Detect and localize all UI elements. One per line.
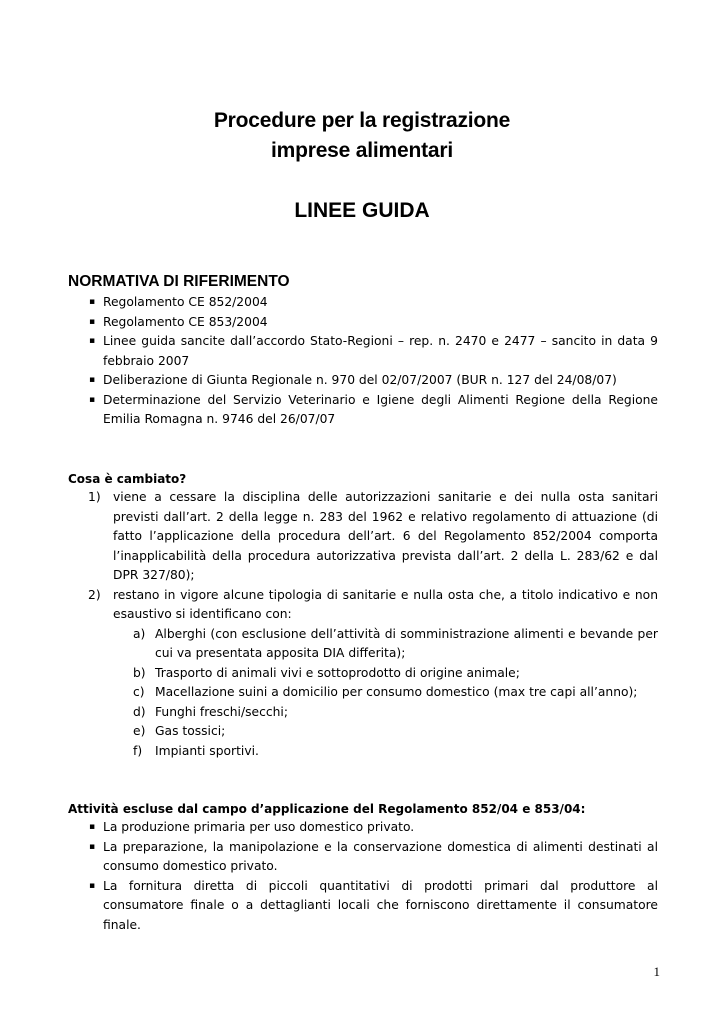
list-item: ▪ Regolamento CE 852/2004 [68, 293, 658, 313]
list-item: ▪ La fornitura diretta di piccoli quantitativi di prodotti primari dal produttore al consumatore finale o a dettaglianti locali che forniscono direttamente il consumatore finale. [89, 878, 658, 932]
list-item: f) Impianti sportivi. [113, 742, 658, 762]
list-item: ▪ Determinazione del Servizio Veterinario e Igiene degli Alimenti Regione della Regione Emilia Romagna n. 9746 del 26/07/07 [89, 392, 658, 426]
list-item: ▪ Linee guida sancite dall’accordo Stato-Regioni – rep. n. 2470 e 2477 – sancito in data 9 febbraio 2007 [89, 334, 658, 368]
cambiato-list [68, 488, 658, 761]
bullet-icon: ▪ [89, 297, 96, 307]
title-line-1: Procedure per la registrazione [213, 109, 511, 132]
normativa-list [68, 293, 658, 430]
item-letter: c) [133, 685, 145, 699]
list-item: a) Alberghi (con esclusione dell’attività di somministrazione alimenti e bevande per cui va presentata apposita DIA differita); [133, 626, 658, 660]
cambiato-section [68, 470, 658, 761]
escluse-list [68, 818, 658, 935]
bullet-icon: ▪ [89, 841, 96, 852]
item-number: 1) [88, 490, 101, 504]
list-item: d) Funghi freschi/secchi; [113, 703, 658, 723]
bullet-icon: ▪ [89, 336, 96, 346]
list-item: ▪ Deliberazione di Giunta Regionale n. 970 del 02/07/2007 (BUR n. 127 del 24/08/07) [68, 371, 658, 391]
normativa-section [68, 272, 658, 430]
bullet-icon: ▪ [89, 375, 96, 385]
escluse-heading: Attività escluse dal campo d’applicazione del Regolamento 852/04 e 853/04: [68, 802, 586, 816]
document-title [0, 106, 724, 166]
tipologie-list [113, 625, 658, 762]
list-item: c) Macellazione suini a domicilio per consumo domestico (max tre capi all’anno); [113, 683, 658, 703]
item-letter: d) [133, 704, 146, 719]
document-subtitle: LINEE GUIDA [294, 199, 430, 222]
bullet-icon: ▪ [89, 880, 96, 891]
escluse-section [68, 800, 658, 935]
title-line-2: imprese alimentari [271, 139, 453, 162]
item-letter: f) [133, 743, 143, 758]
cambiato-heading: Cosa è cambiato? [68, 472, 187, 486]
list-item: e) Gas tossici; [113, 722, 658, 742]
list-item: b) Trasporto di animali vivi e sottoprodotto di origine animale; [113, 664, 658, 684]
item-number: 2) [88, 587, 101, 602]
bullet-icon: ▪ [89, 316, 96, 327]
list-item: 1) viene a cessare la disciplina delle autorizzazioni sanitarie e dei nulla osta sanitari previsti dall’art. 2 della legge n. 283 del 1962 e relativo regolamento di attuazione (di fatto l’applicazione della procedura dell’art. 6 del Regolamento 852/2004 comporta l’inapplicabilità della procedura autorizzativa prevista dall’art. 2 della L. 283/62 e dal DPR 327/80); [88, 490, 658, 582]
item-letter: b) [133, 665, 146, 680]
bullet-icon: ▪ [89, 822, 96, 832]
page-number: 1 [653, 964, 660, 979]
list-item: ▪ Regolamento CE 853/2004 [68, 313, 658, 333]
normativa-heading: NORMATIVA DI RIFERIMENTO [68, 273, 290, 290]
list-item: ▪ La preparazione, la manipolazione e la conservazione domestica di alimenti destinati al consumo domestico privato. [89, 839, 658, 873]
list-item: 2) restano in vigore alcune tipologia di sanitarie e nulla osta che, a titolo indicativo e non esaustivo si identificano con: a) Alberghi (con esclusione dell’attività di somministrazione alimenti e bevande per cui va presentata apposita DIA differita); b) Trasporto di animali vivi e sottoprodotto di origine animale; c) Macellazione suini a domicilio per consumo domestico (max tre capi all’anno); d) Funghi freschi/secchi; e) Gas tossici; f) Impianti sportivi. [68, 586, 658, 762]
list-item: ▪ La produzione primaria per uso domestico privato. [68, 818, 658, 838]
item-letter: e) [133, 724, 146, 738]
bullet-icon: ▪ [89, 394, 96, 405]
item-letter: a) [133, 626, 146, 641]
